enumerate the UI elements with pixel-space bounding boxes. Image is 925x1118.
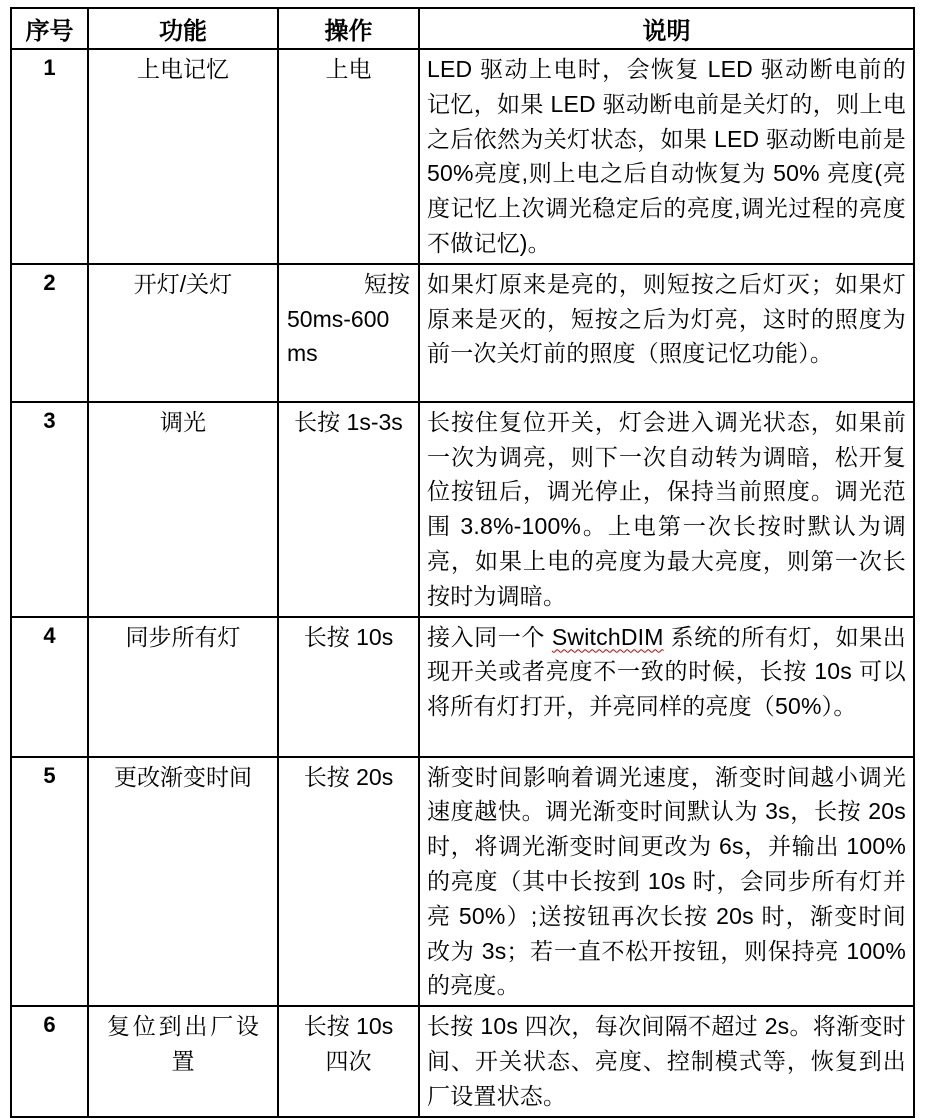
operation-line: 上电	[325, 56, 372, 82]
header-cell-description: 说明	[419, 8, 914, 49]
table-row	[11, 617, 914, 757]
table-row	[11, 757, 914, 1007]
seq-cell: 5	[11, 757, 88, 1007]
operation-cell	[278, 1006, 419, 1116]
operation-line: 四次	[325, 1047, 372, 1074]
description-cell	[419, 617, 914, 757]
seq-cell: 4	[11, 617, 88, 757]
header-cell-operation: 操作	[278, 8, 419, 49]
table-row	[11, 264, 914, 402]
function-cell: 开灯/关灯	[88, 264, 278, 402]
function-cell: 上电记忆	[88, 49, 278, 264]
description-cell: LED 驱动上电时，会恢复 LED 驱动断电前的记忆，如果 LED 驱动断电前是关灯的，则上电之后依然为关灯状态，如果 LED 驱动断电前是 50%亮度,则上电之后自动恢复为 50% 亮度(亮度记忆上次调光稳定后的亮度,调光过程的亮度不做记忆)。	[419, 49, 914, 264]
table-row	[11, 402, 914, 617]
operation-cell	[278, 264, 419, 402]
description-cell: 如果灯原来是亮的，则短按之后灯灭；如果灯原来是灭的，短按之后为灯亮，这时的照度为前一次关灯前的照度（照度记忆功能）。	[419, 264, 914, 402]
header-cell-function: 功能	[88, 8, 278, 49]
operation-cell	[278, 49, 419, 264]
description-cell: 长按 10s 四次，每次间隔不超过 2s。将渐变时间、开关状态、亮度、控制模式等，恢复到出厂设置状态。	[419, 1006, 914, 1116]
operation-cell	[278, 757, 419, 1007]
description-text: 接入同一个	[427, 623, 552, 650]
operation-cell	[278, 617, 419, 757]
operation-line: 长按 20s	[303, 763, 394, 790]
header-cell-seq: 序号	[11, 8, 88, 49]
description-cell: 渐变时间影响着调光速度，渐变时间越小调光速度越快。调光渐变时间默认为 3s，长按 20s 时，将调光渐变时间更改为 6s，并输出 100%的亮度（其中长按到 10s 时，会同步所有灯并亮 50%）;送按钮再次长按 20s 时，渐变时间改为 3s；若一直不松开按钮，则保持亮 100%的亮度。	[419, 757, 914, 1007]
seq-cell: 3	[11, 402, 88, 617]
table-row	[11, 49, 914, 264]
operation-line: 50ms-600	[287, 305, 390, 332]
function-cell: 同步所有灯	[88, 617, 278, 757]
function-cell: 复位到出厂设置	[88, 1006, 278, 1116]
spellcheck-word: SwitchDIM	[551, 623, 664, 650]
operation-cell	[278, 402, 419, 617]
seq-cell: 2	[11, 264, 88, 402]
header-row	[11, 8, 914, 49]
operation-line: 长按 1s-3s	[294, 408, 403, 435]
operation-line: 短按	[364, 270, 410, 297]
operation-line: 长按 10s	[303, 623, 394, 650]
description-text: 系统的所有灯，如果出现开关或者亮度不一致的时候，长按 10s 可以将所有灯打开，并亮同样的亮度（50%）。	[427, 623, 907, 720]
description-cell: 长按住复位开关，灯会进入调光状态，如果前一次为调亮，则下一次自动转为调暗，松开复位按钮后，调光停止，保持当前照度。调光范围 3.8%-100%。上电第一次长按时默认为调亮，如果上电的亮度为最大亮度，则第一次长按时为调暗。	[419, 402, 914, 617]
seq-cell: 6	[11, 1006, 88, 1116]
function-cell: 更改渐变时间	[88, 757, 278, 1007]
table-row	[11, 1006, 914, 1116]
function-cell: 调光	[88, 402, 278, 617]
operation-line: ms	[287, 340, 318, 367]
operation-line: 长按 10s	[303, 1013, 394, 1040]
function-table	[10, 7, 915, 1118]
seq-cell: 1	[11, 49, 88, 264]
